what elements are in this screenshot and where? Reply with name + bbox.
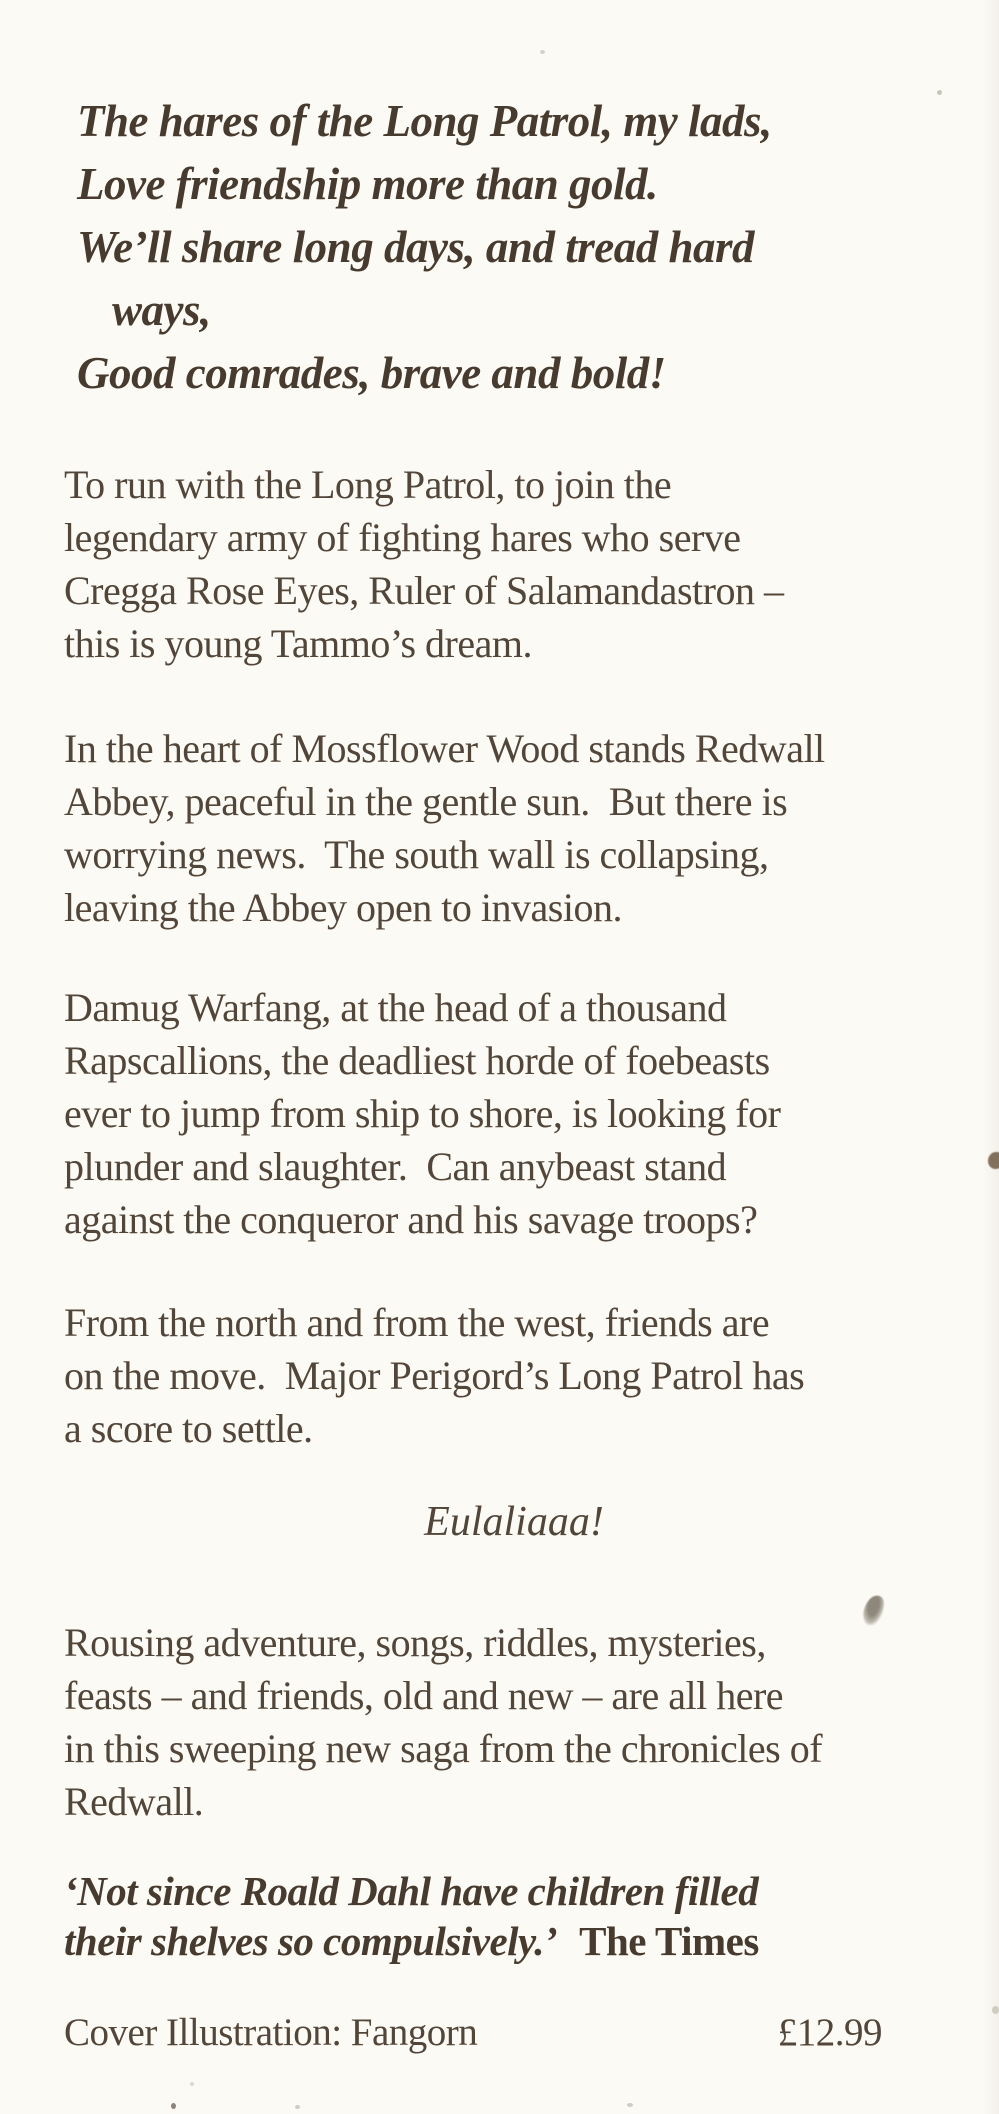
text-line: plunder and slaughter. Can anybeast stand [64, 1144, 727, 1189]
poem-line: Love friendship more than gold. [77, 159, 658, 209]
poem-line: ways, [112, 285, 211, 335]
text-line: ever to jump from ship to shore, is looking for [64, 1091, 781, 1136]
quote-attribution: The Times [579, 1918, 759, 1964]
text-line: Redwall. [64, 1779, 204, 1824]
paper-speck [295, 2105, 300, 2109]
text-line: worrying news. The south wall is collapsing, [64, 832, 769, 877]
text-line: leaving the Abbey open to invasion. [64, 885, 622, 930]
paper-speck [627, 2103, 633, 2107]
paper-speck [540, 50, 545, 54]
text-line: Cregga Rose Eyes, Ruler of Salamandastron – [64, 568, 784, 613]
text-line: on the move. Major Perigord’s Long Patrol has [64, 1353, 805, 1398]
text-line: Damug Warfang, at the head of a thousand [64, 985, 727, 1030]
closing-paragraph [64, 1616, 964, 1828]
synopsis-paragraph-3 [64, 981, 964, 1246]
review-quote [64, 1866, 964, 1966]
quote-line: ‘Not since Roald Dahl have children filled [64, 1868, 759, 1914]
text-line: To run with the Long Patrol, to join the [64, 462, 672, 507]
edge-speck-artifact [988, 1152, 999, 1169]
text-line: in this sweeping new saga from the chronicles of [64, 1726, 823, 1771]
poem-line: The hares of the Long Patrol, my lads, [77, 96, 772, 146]
paper-speck [190, 2082, 194, 2086]
text-line: feasts – and friends, old and new – are all here [64, 1673, 784, 1718]
synopsis-paragraph-1 [64, 458, 964, 670]
text-line: Rousing adventure, songs, riddles, mysteries, [64, 1620, 766, 1665]
battle-cry: Eulaliaaa! [424, 1499, 604, 1545]
synopsis-paragraph-4 [64, 1296, 964, 1455]
poem-line: We’ll share long days, and tread hard [77, 222, 754, 272]
poem-verse [77, 90, 977, 405]
synopsis-paragraph-2 [64, 722, 964, 934]
text-line: Abbey, peaceful in the gentle sun. But there is [64, 779, 788, 824]
price: £12.99 [777, 2011, 882, 2054]
quote-text: their shelves so compulsively.’ [64, 1918, 558, 1964]
scan-edge-shadow [983, 0, 999, 2114]
poem-line: Good comrades, brave and bold! [77, 348, 666, 398]
text-line: Rapscallions, the deadliest horde of foebeasts [64, 1038, 770, 1083]
text-line: legendary army of fighting hares who serve [64, 515, 741, 560]
text-line: against the conqueror and his savage troops? [64, 1197, 758, 1242]
text-line: From the north and from the west, friends are [64, 1300, 770, 1345]
cover-credit: Cover Illustration: Fangorn [64, 2011, 478, 2054]
quote-line [64, 1916, 964, 1966]
text-line: a score to settle. [64, 1406, 313, 1451]
text-line: this is young Tammo’s dream. [64, 621, 532, 666]
paper-speck [171, 2103, 176, 2109]
text-line: In the heart of Mossflower Wood stands Redwall [64, 726, 825, 771]
footer-row [64, 2010, 882, 2055]
paper-speck [992, 2006, 999, 2014]
